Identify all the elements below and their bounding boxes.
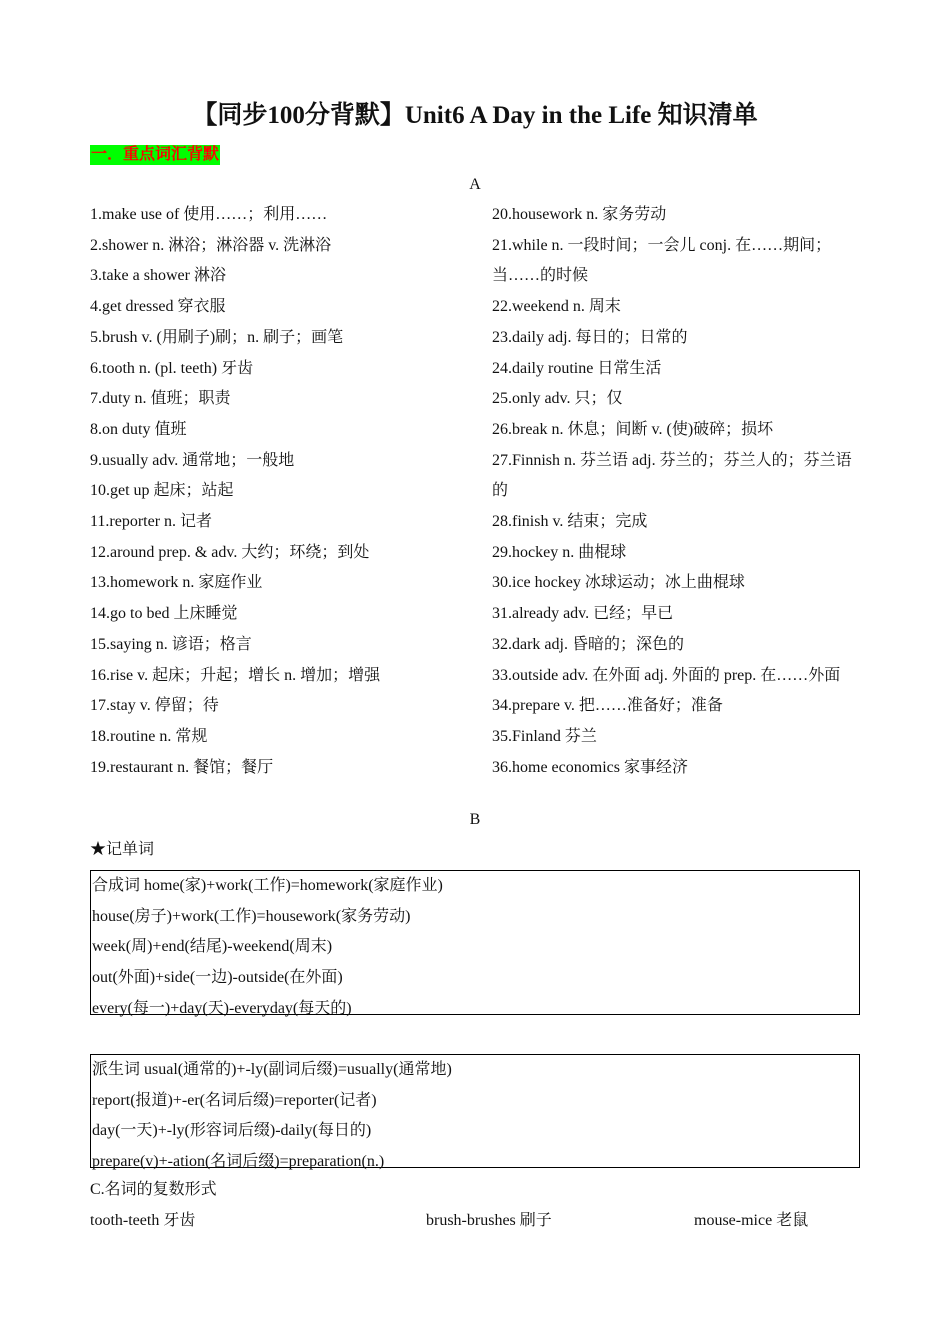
vocab-entry: 33.outside adv. 在外面 adj. 外面的 prep. 在……外面: [492, 666, 841, 684]
plural-item: tooth-teeth 牙齿: [90, 1212, 196, 1229]
plural-item: brush-brushes 刷子: [426, 1212, 552, 1229]
vocab-entry: 18.routine n. 常规: [90, 727, 208, 745]
box-line: out(外面)+side(一边)-outside(在外面): [92, 969, 343, 987]
vocab-entry: 6.tooth n. (pl. teeth) 牙齿: [90, 359, 254, 377]
part-c-heading: C.名词的复数形式: [90, 1181, 217, 1198]
plural-item: mouse-mice 老鼠: [694, 1212, 809, 1229]
vocab-entry: 11.reporter n. 记者: [90, 513, 213, 531]
vocab-entry: 20.housework n. 家务劳动: [492, 206, 667, 223]
box-line: report(报道)+-er(名词后缀)=reporter(记者): [92, 1091, 377, 1109]
part-a-label: A: [469, 176, 481, 193]
vocab-entry: 8.on duty 值班: [90, 420, 187, 438]
vocab-entry: 32.dark adj. 昏暗的；深色的: [492, 635, 684, 653]
vocab-entry: 21.while n. 一段时间；一会儿 conj. 在……期间；当……的时候: [492, 236, 832, 285]
vocab-entry: 26.break n. 休息；间断 v. (使)破碎；损坏: [492, 420, 774, 438]
vocab-entry: 24.daily routine 日常生活: [492, 359, 662, 377]
box-line: 合成词 home(家)+work(工作)=homework(家庭作业): [92, 877, 443, 894]
box-line: prepare(v)+-ation(名词后缀)=preparation(n.): [92, 1153, 385, 1171]
vocab-entry: 31.already adv. 已经；早已: [492, 605, 674, 623]
section-heading: 一．重点词汇背默: [91, 146, 220, 163]
vocab-entry: 30.ice hockey 冰球运动；冰上曲棍球: [492, 574, 745, 592]
vocab-entry: 19.restaurant n. 餐馆；餐厅: [90, 758, 274, 776]
box-line: week(周)+end(结尾)-weekend(周末): [92, 938, 333, 956]
vocab-entry: 15.saying n. 谚语；格言: [90, 635, 252, 653]
vocab-entry: 12.around prep. & adv. 大约；环绕；到处: [90, 543, 370, 561]
vocab-entry: 22.weekend n. 周末: [492, 298, 621, 316]
vocab-entry: 23.daily adj. 每日的；日常的: [492, 328, 688, 346]
vocab-entry: 17.stay v. 停留；待: [90, 697, 219, 715]
document-title: 【同步100分背默】Unit6 A Day in the Life 知识清单: [192, 102, 758, 129]
vocab-entry: 1.make use of 使用……；利用……: [90, 206, 328, 223]
vocab-entry: 13.homework n. 家庭作业: [90, 574, 263, 592]
vocabulary-right-column: [492, 200, 852, 783]
part-b-label: B: [469, 811, 481, 828]
box-line: day(一天)+-ly(形容词后缀)-daily(每日的): [92, 1122, 372, 1140]
vocab-entry: 29.hockey n. 曲棍球: [492, 543, 627, 561]
vocab-entry: 35.Finland 芬兰: [492, 727, 597, 745]
vocab-entry: 9.usually adv. 通常地；一般地: [90, 451, 295, 469]
vocab-entry: 36.home economics 家事经济: [492, 758, 688, 776]
vocab-entry: 7.duty n. 值班；职责: [90, 390, 231, 408]
box-line: house(房子)+work(工作)=housework(家务劳动): [92, 907, 411, 925]
vocab-entry: 25.only adv. 只；仅: [492, 390, 623, 408]
vocab-entry: 34.prepare v. 把……准备好；准备: [492, 697, 723, 715]
vocab-entry: 28.finish v. 结束；完成: [492, 513, 648, 531]
memorize-words-heading: ★记单词: [90, 841, 155, 858]
vocab-entry: 16.rise v. 起床；升起；增长 n. 增加；增强: [90, 666, 381, 684]
vocab-entry: 2.shower n. 淋浴；淋浴器 v. 洗淋浴: [90, 236, 332, 254]
vocab-entry: 3.take a shower 淋浴: [90, 267, 226, 285]
vocab-entry: 27.Finnish n. 芬兰语 adj. 芬兰的；芬兰人的；芬兰语的: [492, 451, 852, 500]
box-line: 派生词 usual(通常的)+-ly(副词后缀)=usually(通常地): [92, 1061, 452, 1078]
vocab-entry: 5.brush v. (用刷子)刷；n. 刷子；画笔: [90, 328, 344, 346]
box-line: every(每一)+day(天)-everyday(每天的): [92, 999, 352, 1017]
vocabulary-left-column: [90, 200, 480, 783]
vocab-entry: 10.get up 起床；站起: [90, 482, 234, 500]
compound-words-box: [90, 870, 860, 1015]
vocab-entry: 14.go to bed 上床睡觉: [90, 605, 238, 623]
derived-words-box: [90, 1054, 860, 1171]
vocab-entry: 4.get dressed 穿衣服: [90, 298, 226, 316]
